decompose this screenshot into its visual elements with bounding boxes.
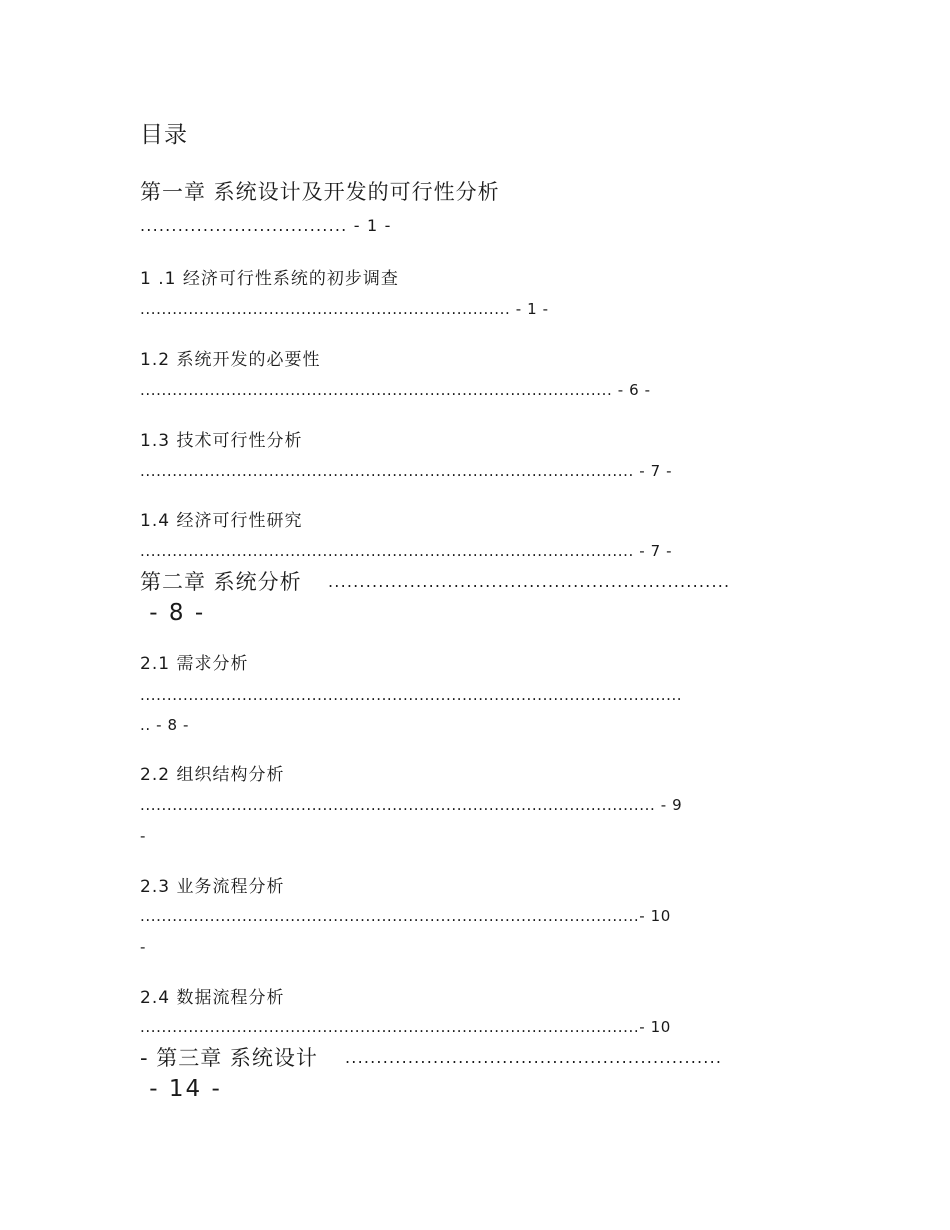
toc-chapter-2-leader: ................................................................	[328, 572, 731, 591]
toc-section-1-1-page: ..................................................................... - 1 -	[140, 300, 549, 318]
toc-section-2-1-page: .. - 8 -	[140, 716, 190, 734]
toc-section-1-3-title: 1.3 技术可行性分析	[140, 431, 303, 451]
toc-section-1-4-title: 1.4 经济可行性研究	[140, 511, 303, 531]
toc-section-2-1-title: 2.1 需求分析	[140, 654, 249, 674]
toc-heading: 目录	[140, 122, 188, 148]
toc-section-2-3-leader: .............................................................................................- 10	[140, 907, 671, 925]
toc-section-1-3-page: ............................................................................................ - 7 -	[140, 462, 673, 480]
toc-chapter-3-title: - 第三章 系统设计	[140, 1046, 326, 1070]
toc-section-2-1-leader: .....................................................................................................	[140, 686, 683, 704]
toc-section-2-3-page: -	[140, 938, 147, 956]
toc-chapter-1-title: 第一章 系统设计及开发的可行性分析	[140, 180, 500, 204]
toc-section-1-4-page: ............................................................................................ - 7 -	[140, 542, 673, 560]
toc-section-2-4-title: 2.4 数据流程分析	[140, 988, 285, 1008]
toc-chapter-3-page: - 14 -	[140, 1076, 222, 1102]
toc-section-2-4-leader: .............................................................................................- 10	[140, 1018, 671, 1036]
toc-chapter-1-page: ................................. - 1 -	[140, 216, 392, 235]
toc-chapter-2-title: 第二章 系统分析	[140, 570, 310, 594]
toc-section-2-2-page: -	[140, 827, 147, 845]
toc-section-2-3-title: 2.3 业务流程分析	[140, 877, 285, 897]
toc-section-1-2-title: 1.2 系统开发的必要性	[140, 350, 321, 370]
toc-chapter-3-leader: ............................................................	[345, 1048, 723, 1067]
toc-chapter-2-page: - 8 -	[140, 600, 206, 626]
toc-section-1-1-title: 1 .1 经济可行性系统的初步调查	[140, 269, 399, 289]
toc-section-2-2-title: 2.2 组织结构分析	[140, 765, 285, 785]
toc-section-2-2-leader: ................................................................................................ - 9	[140, 796, 683, 814]
toc-section-1-2-page: ........................................................................................ - 6 -	[140, 381, 651, 399]
